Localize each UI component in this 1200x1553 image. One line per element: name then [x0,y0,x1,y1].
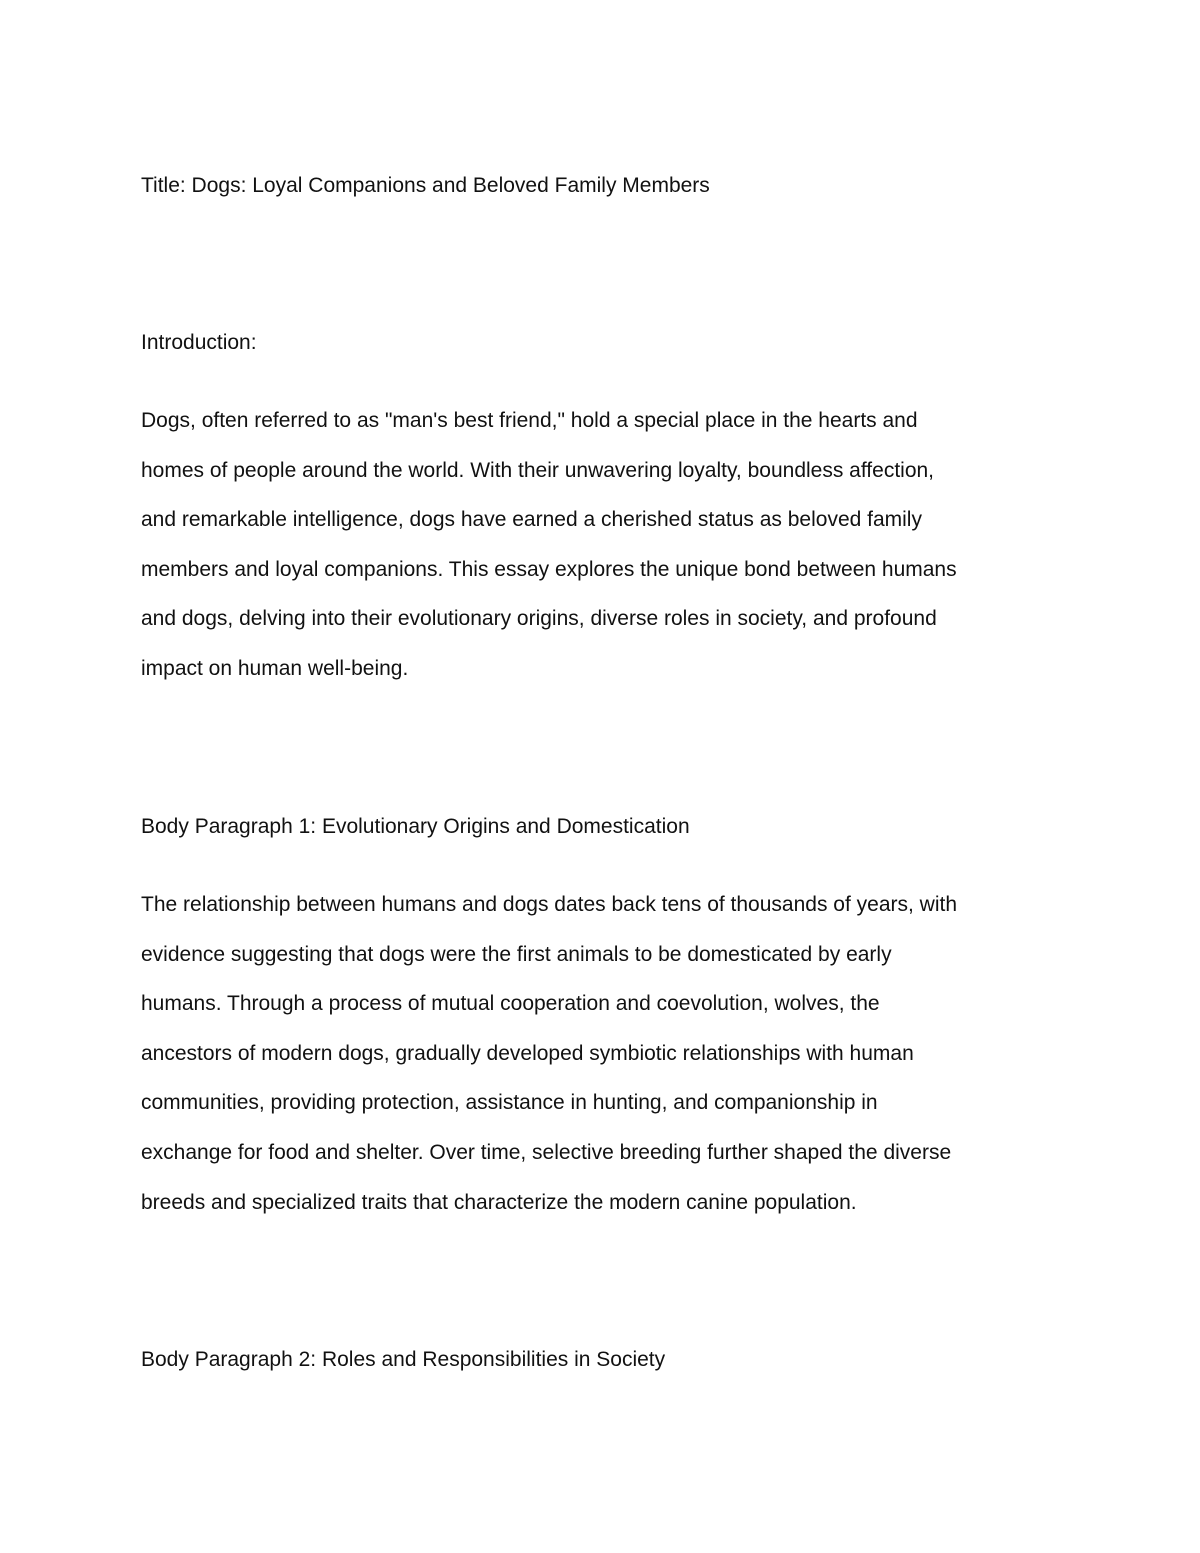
document-title: Title: Dogs: Loyal Companions and Beloved Family Members [141,174,710,197]
intro-line: members and loyal companions. This essay explores the unique bond between humans [141,557,957,581]
intro-line: impact on human well-being. [141,656,409,680]
body1-line: communities, providing protection, assistance in hunting, and companionship in [141,1091,878,1115]
intro-line: and dogs, delving into their evolutionary origins, diverse roles in society, and profound [141,607,937,631]
intro-line: and remarkable intelligence, dogs have earned a cherished status as beloved family [141,508,922,532]
body1-line: evidence suggesting that dogs were the first animals to be domesticated by early [141,942,892,966]
body1-heading: Body Paragraph 1: Evolutionary Origins and Domestication [141,815,690,838]
intro-heading: Introduction: [141,331,257,354]
body2-heading: Body Paragraph 2: Roles and Responsibilities in Society [141,1348,666,1371]
intro-line: Dogs, often referred to as "man's best friend," hold a special place in the hearts and [141,409,918,432]
body1-paragraph [141,880,1081,1227]
body1-line: The relationship between humans and dogs dates back tens of thousands of years, with [141,893,958,916]
intro-line: homes of people around the world. With their unwavering loyalty, boundless affection, [141,458,935,482]
body1-line: humans. Through a process of mutual cooperation and coevolution, wolves, the [141,992,880,1016]
body1-line: exchange for food and shelter. Over time, selective breeding further shaped the diverse [141,1140,952,1164]
body1-line: ancestors of modern dogs, gradually developed symbiotic relationships with human [141,1041,914,1065]
intro-paragraph [141,396,1081,694]
body1-line: breeds and specialized traits that characterize the modern canine population. [141,1190,857,1214]
